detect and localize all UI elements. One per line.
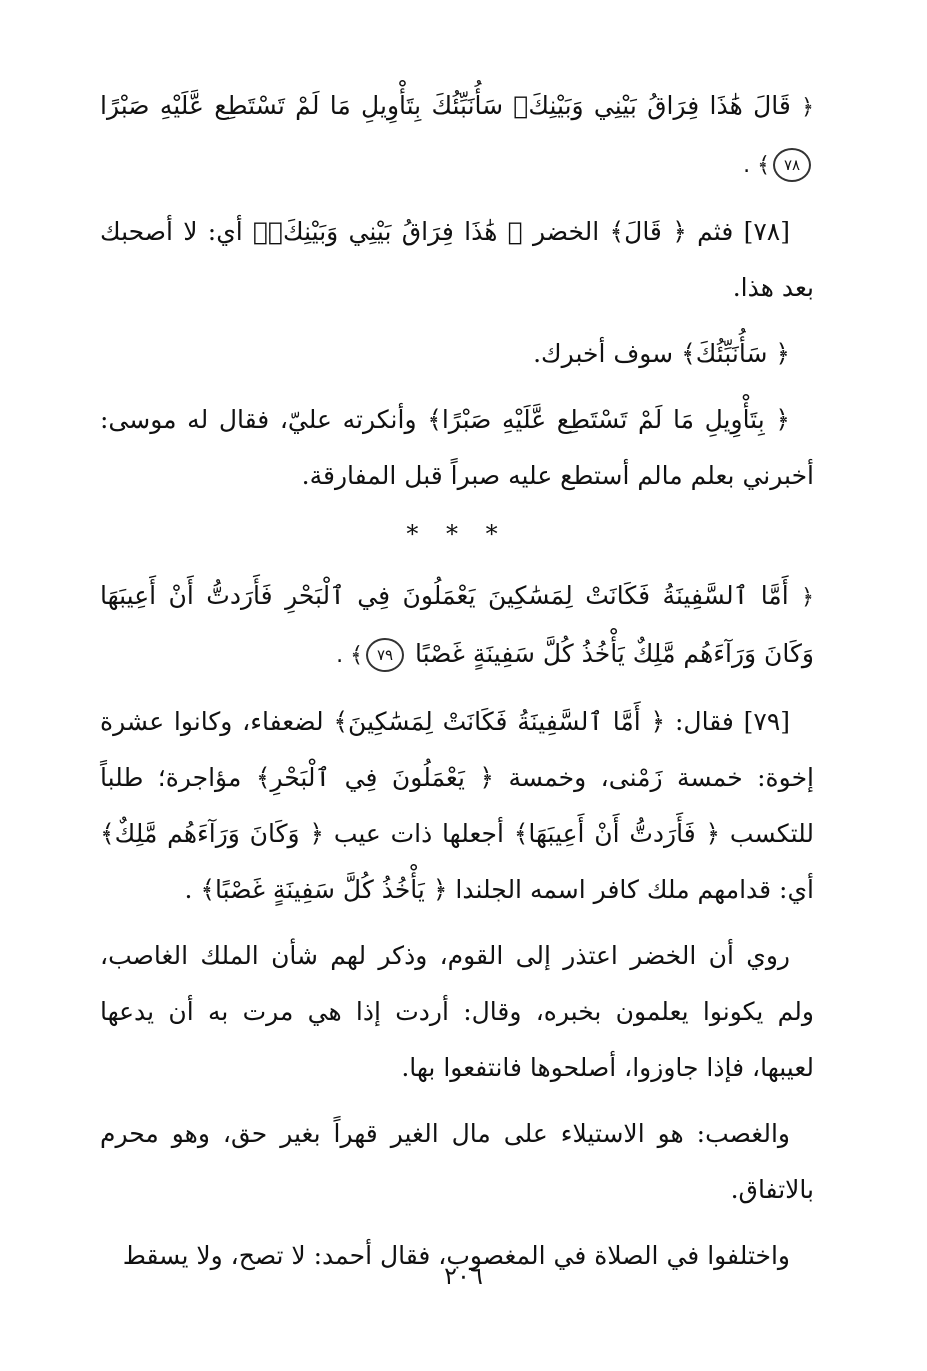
commentary-text: أجعلها ذات عيب [324,819,514,848]
verse-open-bracket: ﴿ [801,585,815,610]
section-separator: * * * [406,520,508,548]
verse-78 [100,78,814,194]
verse-text: أَمَّا ٱلسَّفِينَةُ فَكَانَتْ لِمَسَٰكِينَ يَعْمَلُونَ فِي ٱلْبَحْرِ فَأَرَدتُّ أَنْ أَعِيبَهَا وَكَانَ وَرَآءَهُم مَّلِكٌ يَأْخُذُ كُلَّ سَفِينَةٍ غَصْبًا [100,581,814,668]
quran-quote: ﴿ هَٰذَا فِرَاقُ بَيْنِي وَبَيْنِكَۚ﴾ [253,217,523,246]
commentary-text: لضعفاء، وكانوا عشرة إخوة: خمسة زَمْنى، وخمسة [100,707,814,792]
commentary-paragraph [100,392,814,504]
quran-quote: ﴿ أَمَّا ٱلسَّفِينَةُ فَكَانَتْ لِمَسَٰكِينَ﴾ [333,707,666,736]
narration-paragraph: روي أن الخضر اعتذر إلى القوم، وذكر لهم شأن الملك الغاصب، ولم يكونوا يعلمون بخبره، وقال: أردت إذا هي مرت به أن يدعها لعيبها، فإذا جاوزوا، أصلحوها فانتفعوا بها. [100,941,814,1082]
commentary-text: أي: قدامهم ملك كافر اسمه الجلندا [447,875,814,904]
page-body [100,78,814,1294]
verse-close-bracket: ﴾ . [336,643,364,668]
verse-text: قَالَ هَٰذَا فِرَاقُ بَيْنِي وَبَيْنِكَۚ سَأُنَبِّئُكَ بِتَأْوِيلِ مَا لَمْ تَسْتَطِع عَّلَيْهِ صَبْرًا [100,91,791,120]
verse-79 [100,568,814,684]
ruling-paragraph: واختلفوا في الصلاة في المغصوب، فقال أحمد: لا تصح، ولا يسقط [122,1241,790,1270]
commentary-text: أي: لا أصحبك بعد هذا. [100,217,814,302]
quran-quote: ﴿ بِتَأْوِيلِ مَا لَمْ تَسْتَطِع عَّلَيْهِ صَبْرًا﴾ [427,405,790,434]
quran-quote: ﴿ فَأَرَدتُّ أَنْ أَعِيبَهَا﴾ [513,819,721,848]
commentary-text: الخضر [522,217,610,246]
quran-quote: ﴿ سَأُنَبِّئُكَ﴾ [681,339,790,368]
commentary-number: [٧٩] [743,707,791,736]
verse-open-bracket: ﴿ [801,95,814,120]
ayah-number-marker: ٧٩ [366,638,404,672]
quran-quote: ﴿ يَعْمَلُونَ فِي ٱلْبَحْرِ﴾ [255,763,495,792]
commentary-paragraph [100,326,814,382]
commentary-paragraph-79 [100,694,814,918]
commentary-number: [٧٨] [743,217,790,246]
definition-paragraph: والغصب: هو الاستيلاء على مال الغير قهراً بغير حق، وهو محرم بالاتفاق. [100,1119,814,1204]
verse-close-bracket: ﴾ . [743,153,770,178]
commentary-paragraph-78 [100,204,814,316]
commentary-text: فقال: [665,707,744,736]
ayah-number-marker: ٧٨ [773,148,811,182]
commentary-text: . [184,875,201,904]
quran-quote: ﴿ يَأْخُذُ كُلَّ سَفِينَةٍ غَصْبًا﴾ [200,875,448,904]
commentary-text: فثم [686,217,744,246]
page-number: ٢٠٦ [444,1262,483,1290]
commentary-text: مؤاجرة؛ طلباً للتكسب [100,763,815,848]
commentary-text: سوف أخبرك. [533,339,682,368]
commentary-text: وأنكرته عليّ، فقال له موسى: أخبرني بعلم مالم أستطع عليه صبراً قبل المفارقة. [100,405,814,490]
quran-quote: ﴿ وَكَانَ وَرَآءَهُم مَّلِكٌ﴾ [100,819,325,848]
quran-quote: ﴿ قَالَ﴾ [609,217,687,246]
